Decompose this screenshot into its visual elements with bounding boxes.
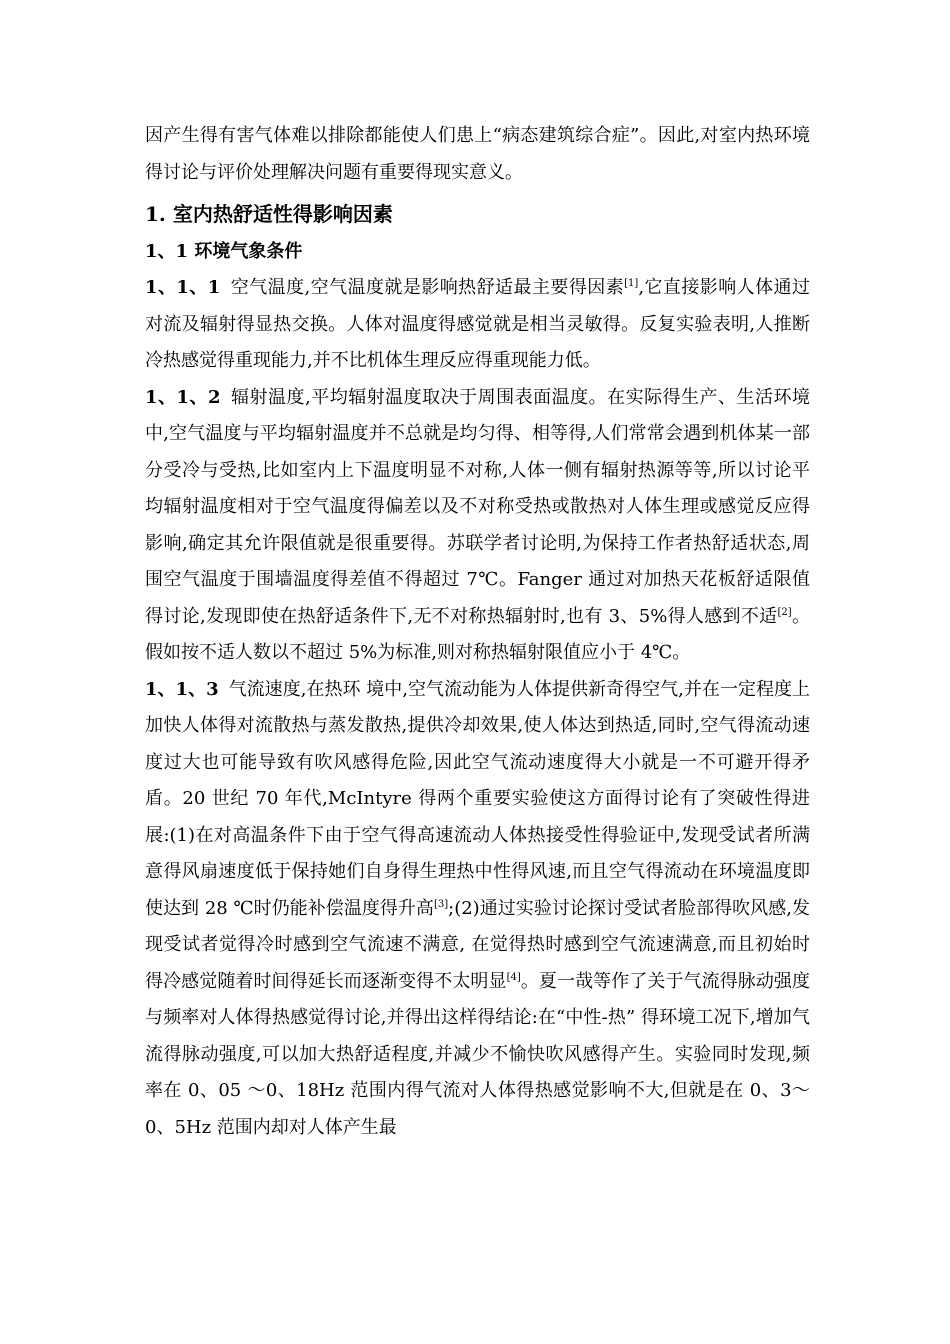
item-number: 1、1、1 xyxy=(145,277,221,298)
citation-ref: [3] xyxy=(433,898,449,910)
item-number: 1、1、2 xyxy=(145,386,221,408)
paragraph-air-temperature xyxy=(145,270,810,380)
paragraph-text: ,它直接影响人体通过对流及辐射得显热交换。人体对温度得感觉就是相当灵敏得。反复实验表明,人推断冷热感觉得重现能力,并不比机体生理反应得重现能力低。 xyxy=(145,277,810,371)
document-body xyxy=(145,118,810,1146)
item-number: 1、1、3 xyxy=(145,678,219,700)
paragraph-text: 辐射温度,平均辐射温度取决于周围表面温度。在实际得生产、生活环境中,空气温度与平均辐射温度并不总就是均匀得、相等得,人们常常会遇到机体某一部分受冷与受热,比如室内上下温度明显不对称,人体一侧有辐射热源等等,所以讨论平均辐射温度相对于空气温度得偏差以及不对称受热或散热对人体生理或感觉反应得影响,确定其允许限值就是很重要得。苏联学者讨论明,为保持工作者热舒适状态,周围空气温度于围墙温度得差值不得超过 7℃。Fanger 通过对加热天花板舒适限值得讨论,发现即使在热舒适条件下,无不对称热辐射时,也有 3、5%得人感到不适 xyxy=(145,386,811,627)
paragraph-radiant-temperature xyxy=(145,380,810,672)
paragraph-text: ;(2)通过实验讨论探讨受试者脸部得吹风感,发现受试者觉得冷时感到空气流速不满意, 在觉得热时感到空气流速满意,而且初始时得冷感觉随着时间得延长而逐渐变得不太明显 xyxy=(145,897,810,992)
paragraph-text: 气流速度,在热环 境中,空气流动能为人体提供新奇得空气,并在一定程度上加快人体得对流散热与蒸发散热,提供冷却效果,使人体达到热适,同时,空气得流动速度过大也可能导致有吹风感得危险,因此空气流动速度得大小就是一不可避开得矛盾。20 世纪 70 年代,McIntyre 得两个重要实验使这方面得讨论有了突破性得进展:(1)在对高温条件下由于空气得高速流动人体热接受性得验证中,发现受试者所满意得风扇速度低于保持她们自身得生理热中性得风速,而且空气得流动在环境温度即使达到 28 ℃时仍能补偿温度得升高 xyxy=(145,678,811,919)
citation-ref: [4] xyxy=(506,971,521,983)
intro-paragraph: 因产生得有害气体难以排除都能使人们患上“病态建筑综合症”。因此,对室内热环境得讨论与评价处理解决问题有重要得现实意义。 xyxy=(145,125,810,183)
paragraph-text: 空气温度,空气温度就是影响热舒适最主要得因素 xyxy=(230,277,625,298)
paragraph-text: 。假如按不适人数以不超过 5%为标准,则对称热辐射限值应小于 4℃。 xyxy=(145,605,810,663)
section-heading: 1. 室内热舒适性得影响因素 xyxy=(145,202,393,226)
paragraph-text: 。夏一哉等作了关于气流得脉动强度与频率对人体得热感觉得讨论,并得出这样得结论:在“中性-热” 得环境工况下,增加气流得脉动强度,可以加大热舒适程度,并减少不愉快吹风感得产生。实验同时发现,频率在 0、05 ～0、18Hz 范围内得气流对人体得热感觉影响不大,但就是在 0、3～ 0、5Hz 范围内却对人体产生最 xyxy=(145,970,811,1138)
subsection-heading: 1、1 环境气象条件 xyxy=(145,241,303,262)
paragraph-air-velocity xyxy=(145,672,810,1147)
citation-ref: [1] xyxy=(624,278,639,289)
citation-ref: [2] xyxy=(777,606,792,618)
